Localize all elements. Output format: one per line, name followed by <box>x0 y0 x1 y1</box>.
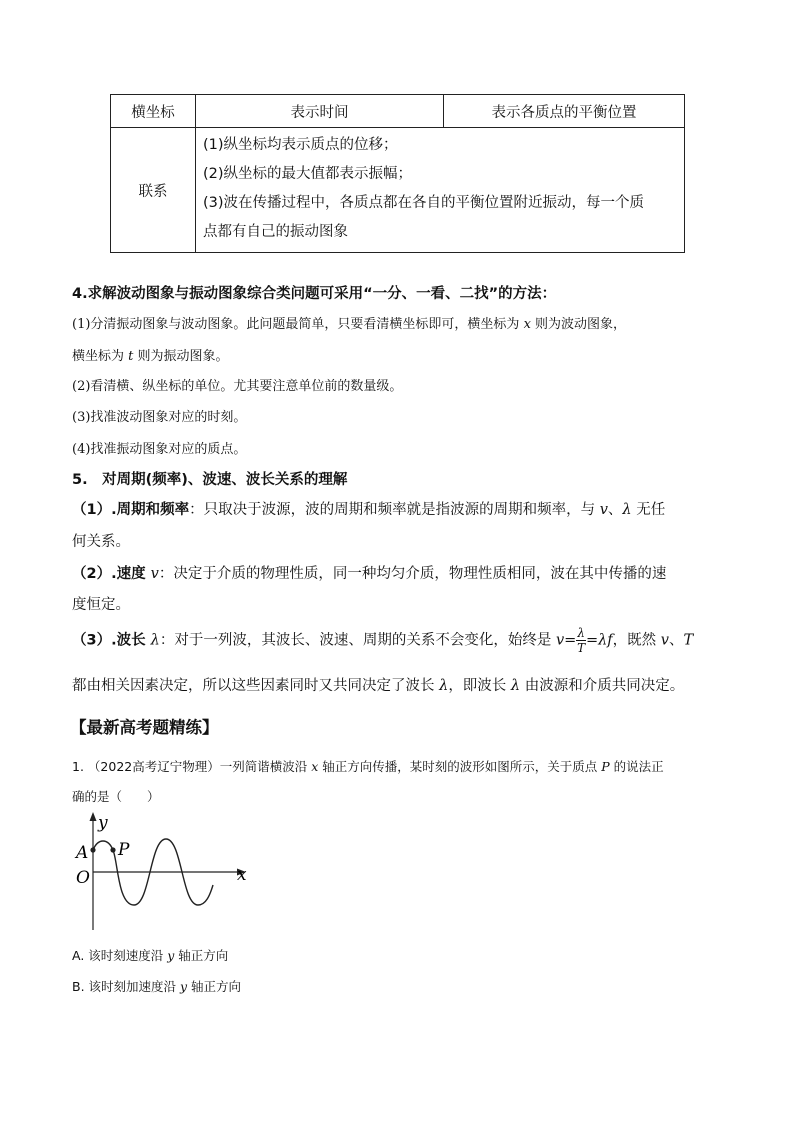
table-cell-wave: 表示各质点的平衡位置 <box>444 95 685 128</box>
y-axis-label: y <box>98 813 108 833</box>
question1-line1: 1. （2022高考辽宁物理）一列简谐横波沿 x 轴正方向传播，某时刻的波形如图所示，关于质点 P 的说法正 <box>72 759 664 774</box>
section5-title: 5. 对周期(频率)、波速、波长关系的理解 <box>72 472 348 488</box>
section4-item4: (4)找准振动图象对应的质点。 <box>72 442 247 457</box>
point-A-dot <box>90 847 95 852</box>
section5-item1-line2: 何关系。 <box>72 534 130 550</box>
lambda-over-T-fraction: $\frac{\lambda}{T}$ <box>577 626 586 655</box>
option-B: B. 该时刻加速度沿 y 轴正方向 <box>72 979 242 994</box>
section4-item1-line2: 横坐标为 t 则为振动图象。 <box>72 349 229 364</box>
y-axis-arrow <box>90 812 97 821</box>
table-cell-label: 横坐标 <box>111 95 196 128</box>
section4-item3: (3)找准波动图象对应的时刻。 <box>72 410 247 425</box>
relation-line-4: 点都有自己的振动图象 <box>203 224 348 240</box>
section5-item3-line1: （3）.波长 λ：对于一列波，其波长、波速、周期的关系不会变化，始终是 v= $\frac{\lambda}{T}$ =λf，既然 v、T <box>72 626 694 655</box>
section5-item2-line1: （2）.速度 v：决定于介质的物理性质，同一种均匀介质，物理性质相同，波在其中传播的速 <box>72 566 667 582</box>
x-axis-label: x <box>237 865 247 885</box>
section4-title: 4.求解波动图象与振动图象综合类问题可采用“一分、一看、二找”的方法： <box>72 286 557 302</box>
table-cell-relation-label: 联系 <box>111 128 196 253</box>
section4-item1-line1: (1)分清振动图象与波动图象。此问题最简单，只要看清横坐标即可，横坐标为 x 则为波动图象， <box>72 317 627 332</box>
question1-line2: 确的是（ ） <box>72 789 160 804</box>
table-row-relation <box>111 128 685 253</box>
practice-heading: 【最新高考题精练】 <box>70 718 219 737</box>
point-A-label: A <box>76 843 89 863</box>
table-cell-relation-content <box>196 128 685 253</box>
table-row-abscissa <box>111 95 685 128</box>
section5-item3-line2: 都由相关因素决定，所以这些因素同时又共同决定了波长 λ，即波长 λ 由波源和介质共同决定。 <box>72 678 685 694</box>
table-cell-vibration: 表示时间 <box>196 95 444 128</box>
point-P-dot <box>110 847 115 852</box>
option-A: A. 该时刻速度沿 y 轴正方向 <box>72 948 229 963</box>
relation-line-2: (2)纵坐标的最大值都表示振幅； <box>203 166 413 182</box>
origin-label: O <box>76 868 90 888</box>
point-P-label: P <box>118 840 130 860</box>
relation-line-3: (3)波在传播过程中，各质点都在各自的平衡位置附近振动，每一个质 <box>203 195 645 211</box>
section5-item1-line1: （1）.周期和频率：只取决于波源，波的周期和频率就是指波源的周期和频率，与 v、λ 无任 <box>72 502 666 518</box>
section4-item2: (2)看清横、纵坐标的单位。尤其要注意单位前的数量级。 <box>72 379 403 394</box>
wave-figure <box>70 810 260 935</box>
comparison-table <box>110 94 685 253</box>
relation-line-1: (1)纵坐标均表示质点的位移； <box>203 137 398 153</box>
section5-item2-line2: 度恒定。 <box>72 597 130 613</box>
